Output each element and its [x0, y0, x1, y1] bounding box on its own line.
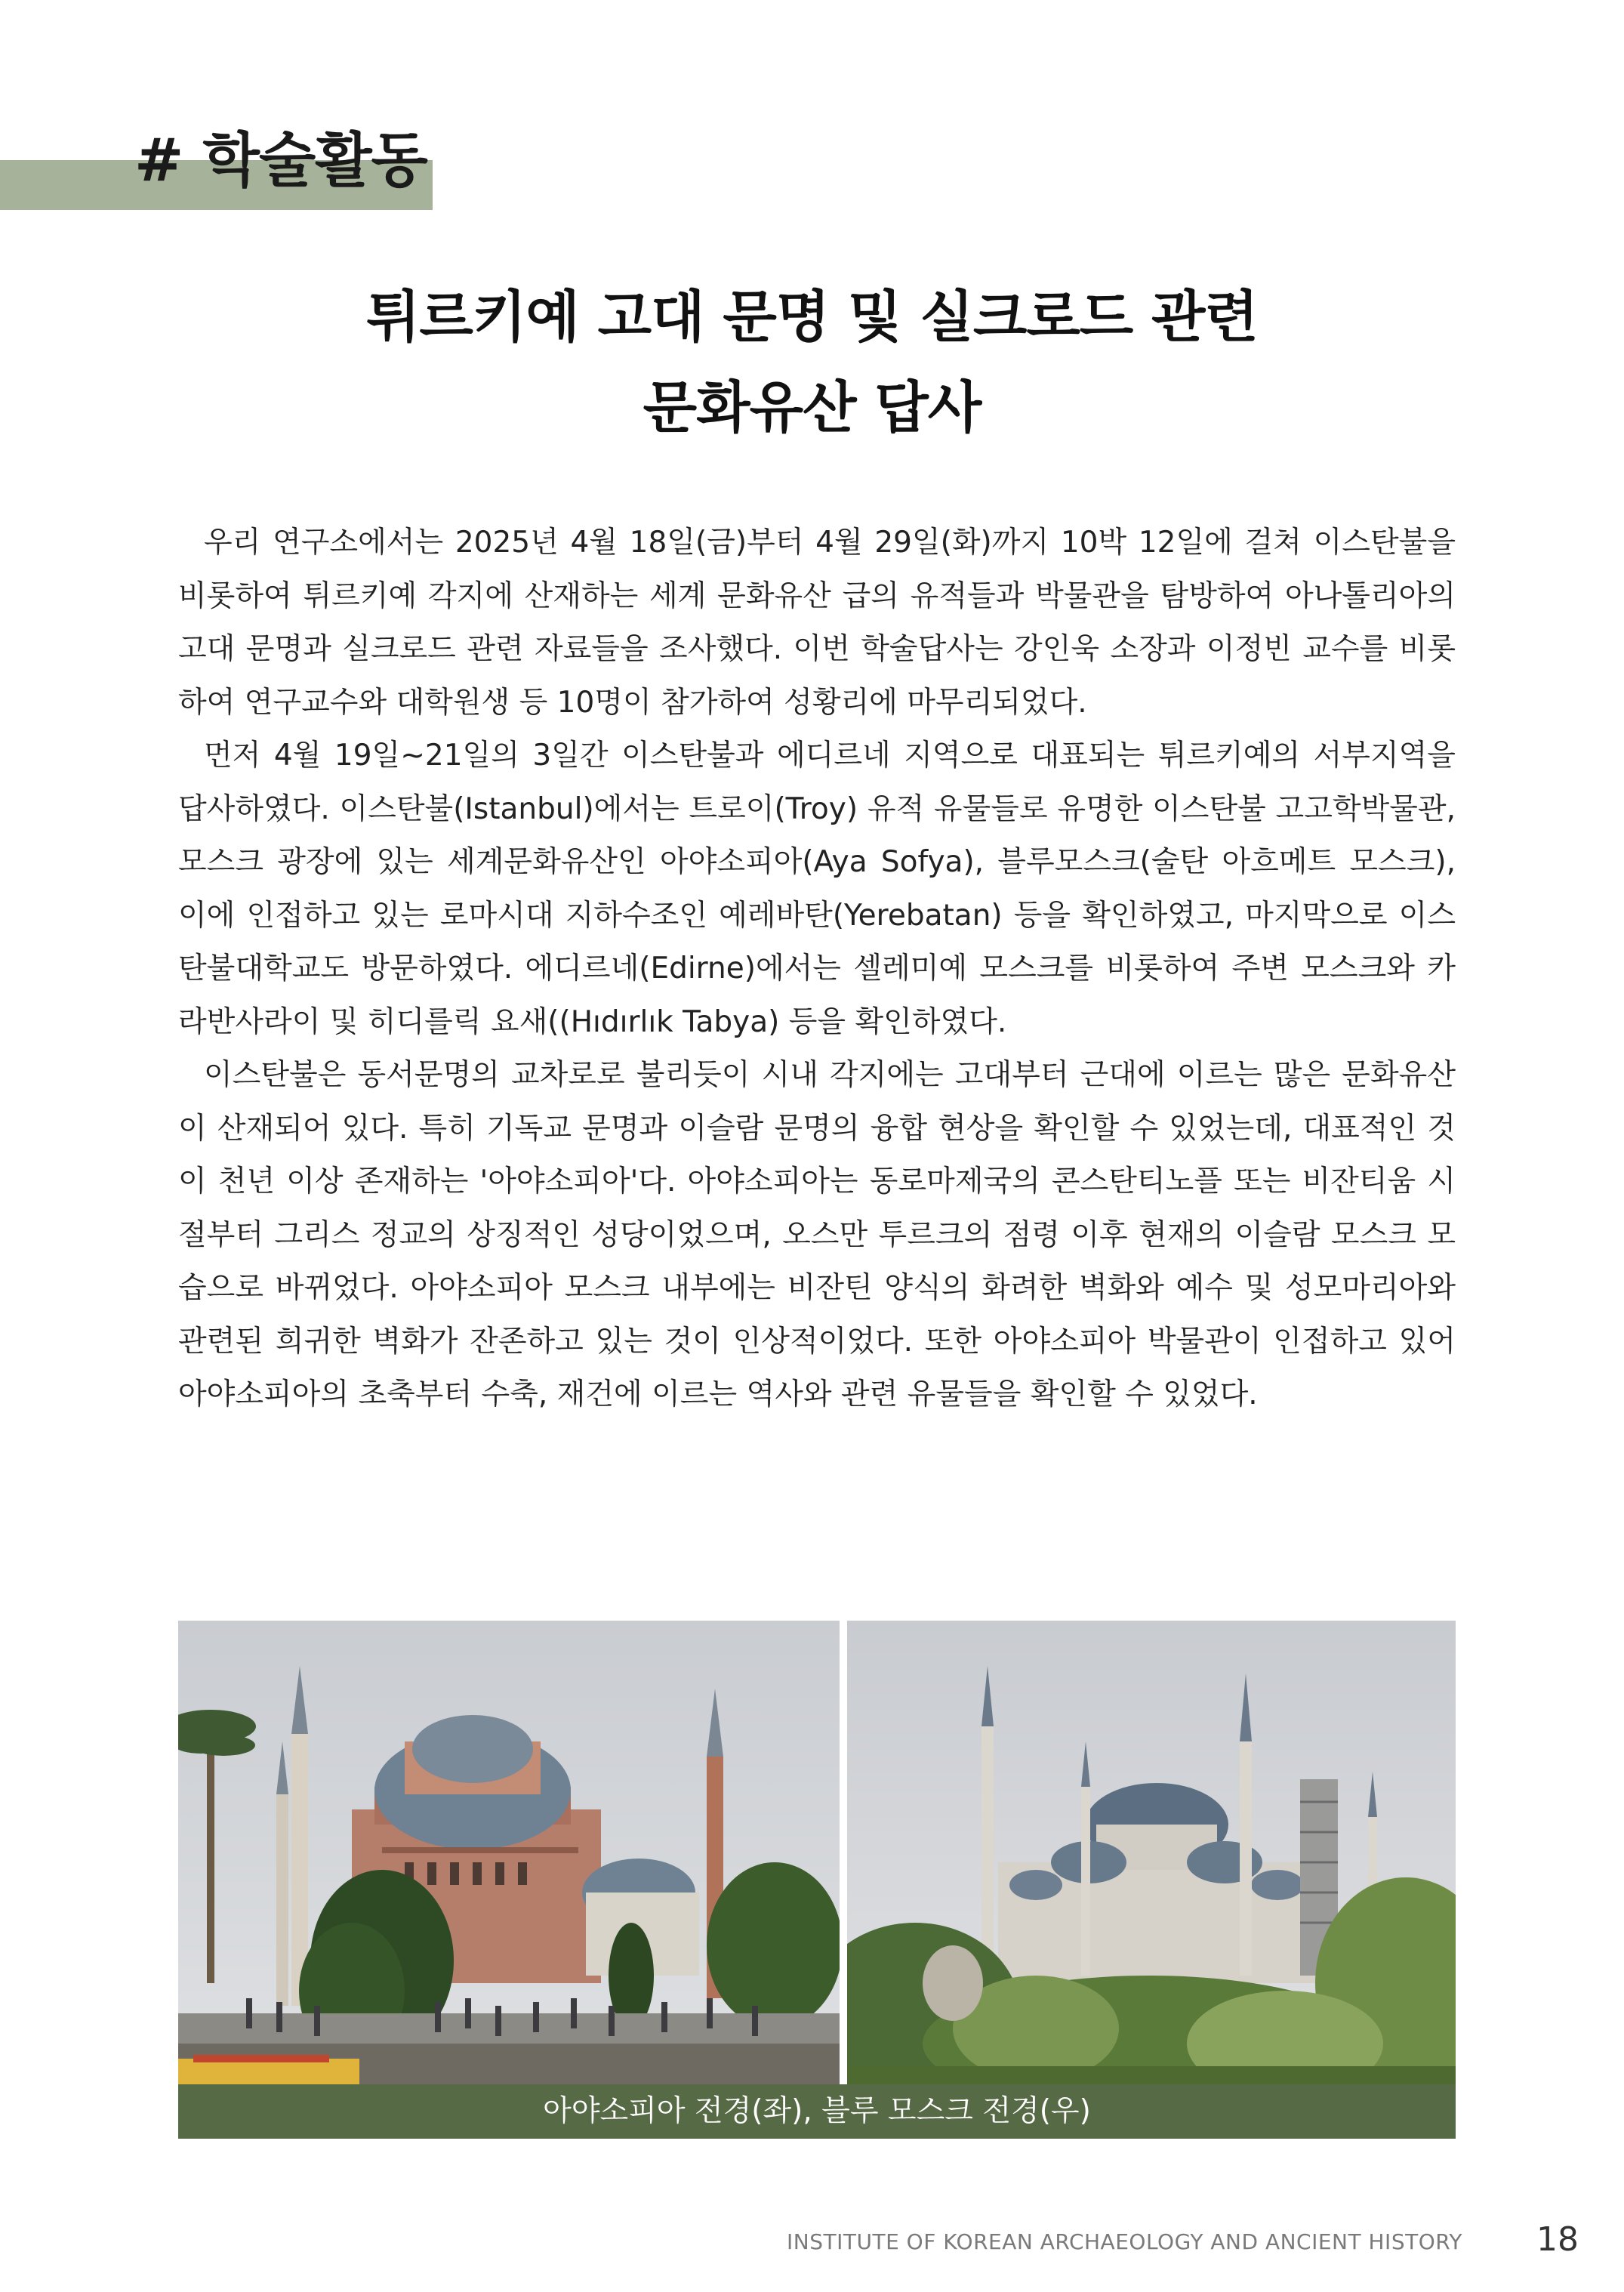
paragraph-2: 먼저 4월 19일~21일의 3일간 이스탄불과 에디르네 지역으로 대표되는 튀르키예의 서부지역을 답사하였다. 이스탄불(Istanbul)에서는 트로이(Troy) 유적 유물들로 유명한 이스탄불 고고학박물관, 모스크 광장에 있는 세계문화유산인 아야소피아(Aya Sofya), 블루모스크(술탄 아흐메트 모스크), 이에 인접하고 있는 로마시대 지하수조인 예레바탄(Yerebatan) 등을 확인하였고, 마지막으로 이스탄불대학교도 방문하였다. 에디르네(Edirne)에서는 셀레미예 모스크를 비롯하여 주변 모스크와 카라반사라이 및 히디를릭 요새((Hıdırlık Tabya) 등을 확인하였다. — [178, 739, 1456, 1039]
article-title — [0, 272, 1624, 453]
paragraph-1: 우리 연구소에서는 2025년 4월 18일(금)부터 4월 29일(화)까지 10박 12일에 걸쳐 이스탄불을 비롯하여 튀르키예 각지에 산재하는 세계 문화유산 급의 유적들과 박물관을 탐방하여 아나톨리아의 고대 문명과 실크로드 관련 자료들을 조사했다. 이번 학술답사는 강인욱 소장과 이정빈 교수를 비롯하여 연구교수와 대학원생 등 10명이 참가하여 성황리에 마무리되었다. — [178, 526, 1456, 720]
page-number: 18 — [1536, 2220, 1579, 2259]
blue-mosque-photo — [847, 1621, 1456, 2084]
article-title-line-1: 튀르키예 고대 문명 및 실크로드 관련 — [365, 285, 1259, 350]
photo-caption: 아야소피아 전경(좌), 블루 모스크 전경(우) — [543, 2094, 1091, 2128]
footer-institute: INSTITUTE OF KOREAN ARCHAEOLOGY AND ANCIENT HISTORY — [787, 2229, 1462, 2254]
photo-pair — [178, 1621, 1456, 2084]
photo-caption-bar — [178, 2084, 1456, 2139]
section-tag: # 학술활동 — [134, 127, 427, 195]
paragraph-3: 이스탄불은 동서문명의 교차로로 불리듯이 시내 각지에는 고대부터 근대에 이르는 많은 문화유산이 산재되어 있다. 특히 기독교 문명과 이슬람 문명의 융합 현상을 확인할 수 있었는데, 대표적인 것이 천년 이상 존재하는 '아야소피아'다. 아야소피아는 동로마제국의 콘스탄티노플 또는 비잔티움 시절부터 그리스 정교의 상징적인 성당이었으며, 오스만 투르크의 점령 이후 현재의 이슬람 모스크 모습으로 바뀌었다. 아야소피아 모스크 내부에는 비잔틴 양식의 화려한 벽화와 예수 및 성모마리아와 관련된 희귀한 벽화가 잔존하고 있는 것이 인상적이었다. 또한 아야소피아 박물관이 인접하고 있어 아야소피아의 초축부터 수축, 재건에 이르는 역사와 관련 유물들을 확인할 수 있었다. — [178, 1058, 1456, 1411]
article-title-line-2: 문화유산 답사 — [643, 375, 981, 440]
article-body — [178, 517, 1456, 1422]
hagia-sophia-photo — [178, 1621, 840, 2084]
